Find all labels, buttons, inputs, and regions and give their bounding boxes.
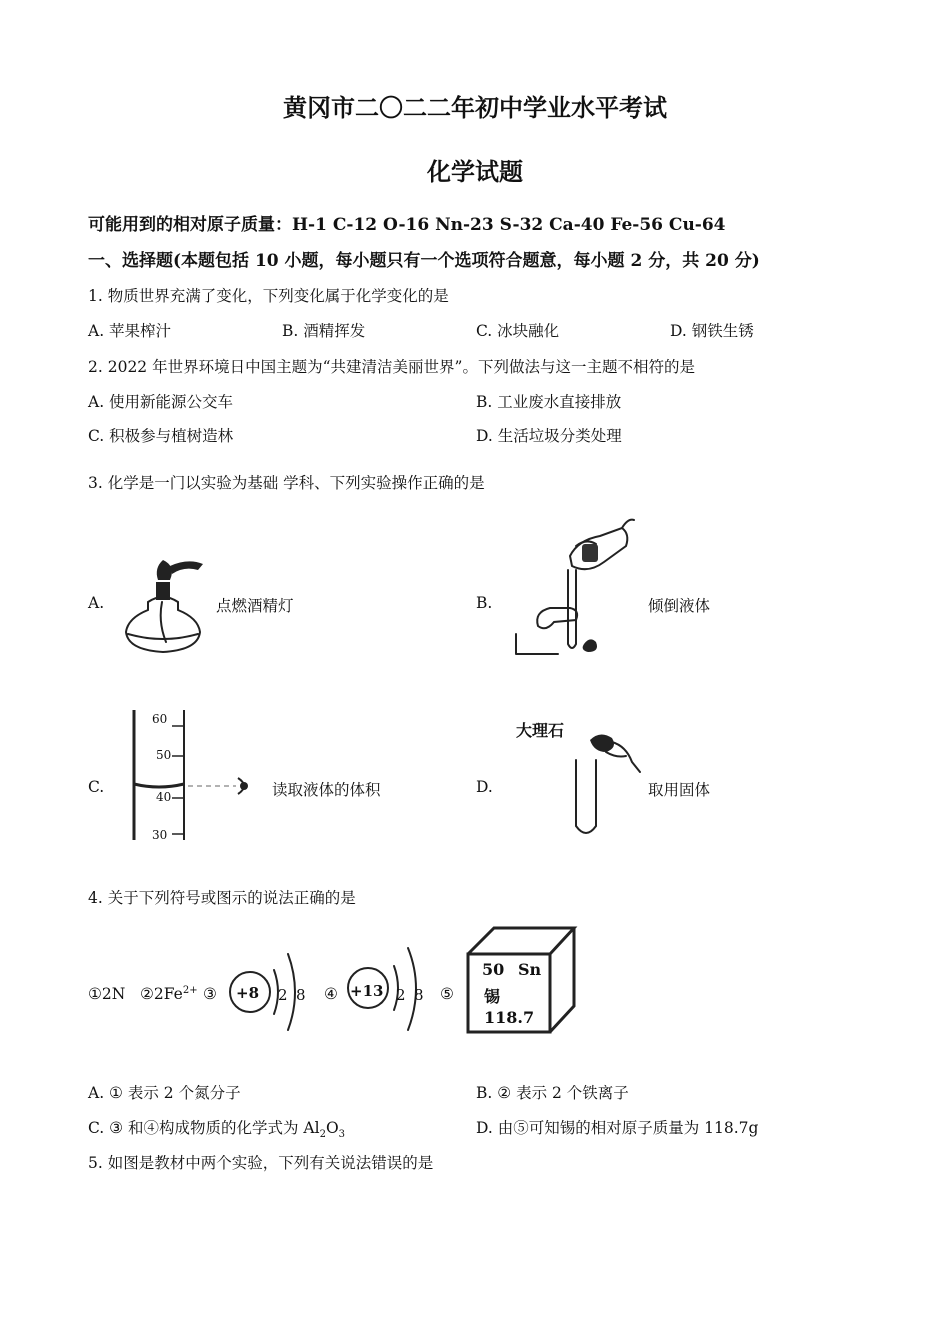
q4-option-c-text: C. ③ 和④构成物质的化学式为 Al <box>88 1119 320 1137</box>
q4-item-3-mark: ③ <box>203 985 217 1003</box>
q2-option-a: A. 使用新能源公交车 <box>88 393 234 411</box>
atom4-nucleus: +13 <box>350 982 384 1000</box>
atom3-shell-2: 8 <box>296 986 306 1004</box>
element-symbol: Sn <box>518 960 542 979</box>
cylinder-tick-50: 50 <box>156 748 172 762</box>
element-name: 锡 <box>484 987 501 1006</box>
q4-item-5-mark: ⑤ <box>440 985 454 1003</box>
page-title: 黄冈市二〇二二年初中学业水平考试 <box>283 93 667 122</box>
atom3-shell-1: 2 <box>278 986 288 1004</box>
formula-subscript-al: 2 <box>319 1129 326 1141</box>
q4-stem: 4. 关于下列符号或图示的说法正确的是 <box>88 889 356 907</box>
alcohol-lamp-illustration <box>118 552 208 660</box>
cylinder-tick-30: 30 <box>152 828 168 842</box>
q1-stem: 1. 物质世界充满了变化，下列变化属于化学变化的是 <box>88 287 449 305</box>
q2-option-c: C. 积极参与植树造林 <box>88 427 234 445</box>
q3-letter-b: B. <box>476 594 493 612</box>
item-2-symbol: 2Fe <box>153 985 183 1004</box>
q3-caption-c: 读取液体的体积 <box>272 781 381 799</box>
q5-stem: 5. 如图是教材中两个实验，下列有关说法错误的是 <box>88 1154 434 1172</box>
q3-letter-d: D. <box>476 778 493 796</box>
cylinder-tick-60: 60 <box>152 712 168 726</box>
section-heading: 一、选择题(本题包括 10 小题，每小题只有一个选项符合题意，每小题 2 分，共 20 分) <box>88 251 760 271</box>
atom4-shell-1: 2 <box>396 986 406 1004</box>
q3-caption-b: 倾倒液体 <box>648 597 711 615</box>
q4-item-1 <box>88 985 125 1003</box>
q4-option-d: D. 由⑤可知锡的相对原子质量为 118.7g <box>476 1119 759 1137</box>
item-2-mark: ② <box>140 985 154 1004</box>
q3-letter-c: C. <box>88 778 105 796</box>
q3-stem: 3. 化学是一门以实验为基础 学科、下列实验操作正确的是 <box>88 474 485 492</box>
item-2-charge: 2+ <box>182 985 198 996</box>
q1-option-d: D. 钢铁生锈 <box>670 322 754 340</box>
q1-option-a: A. 苹果榨汁 <box>88 322 172 340</box>
page-subtitle: 化学试题 <box>427 157 523 186</box>
q4-option-b: B. ② 表示 2 个铁离子 <box>476 1084 629 1102</box>
q4-option-c <box>88 1116 345 1140</box>
q1-option-b: B. 酒精挥发 <box>282 322 366 340</box>
q2-option-b: B. 工业废水直接排放 <box>476 393 622 411</box>
q4-item-2 <box>140 985 198 1003</box>
q3-caption-d: 取用固体 <box>648 781 711 799</box>
graduated-cylinder-illustration <box>126 706 266 844</box>
q3-letter-a: A. <box>88 594 105 612</box>
q4-option-a: A. ① 表示 2 个氮分子 <box>88 1084 241 1102</box>
q1-option-c: C. 冰块融化 <box>476 322 560 340</box>
q4-item-4-mark: ④ <box>324 985 338 1003</box>
atomic-mass-line: 可能用到的相对原子质量：H-1 C-12 O-16 Nn-23 S-32 Ca-40 Fe-56 Cu-64 <box>88 215 726 235</box>
atom4-shell-2: 8 <box>414 986 424 1004</box>
element-mass: 118.7 <box>484 1008 535 1027</box>
marble-label: 大理石 <box>516 721 565 740</box>
item-1-mark: ① <box>88 985 102 1003</box>
q2-stem: 2. 2022 年世界环境日中国主题为“共建清洁美丽世界”。下列做法与这一主题不相符的是 <box>88 358 695 376</box>
formula-subscript-o: 3 <box>338 1129 346 1141</box>
pouring-liquid-illustration <box>510 516 640 660</box>
item-1-symbol: 2N <box>101 985 126 1003</box>
element-atomic-number: 50 <box>482 960 505 979</box>
atom3-nucleus: +8 <box>236 984 260 1002</box>
formula-o: O <box>325 1119 339 1137</box>
cylinder-tick-40: 40 <box>156 790 172 804</box>
q2-option-d: D. 生活垃圾分类处理 <box>476 427 622 445</box>
test-tube-marble-illustration <box>566 722 646 842</box>
q3-caption-a: 点燃酒精灯 <box>216 597 294 615</box>
